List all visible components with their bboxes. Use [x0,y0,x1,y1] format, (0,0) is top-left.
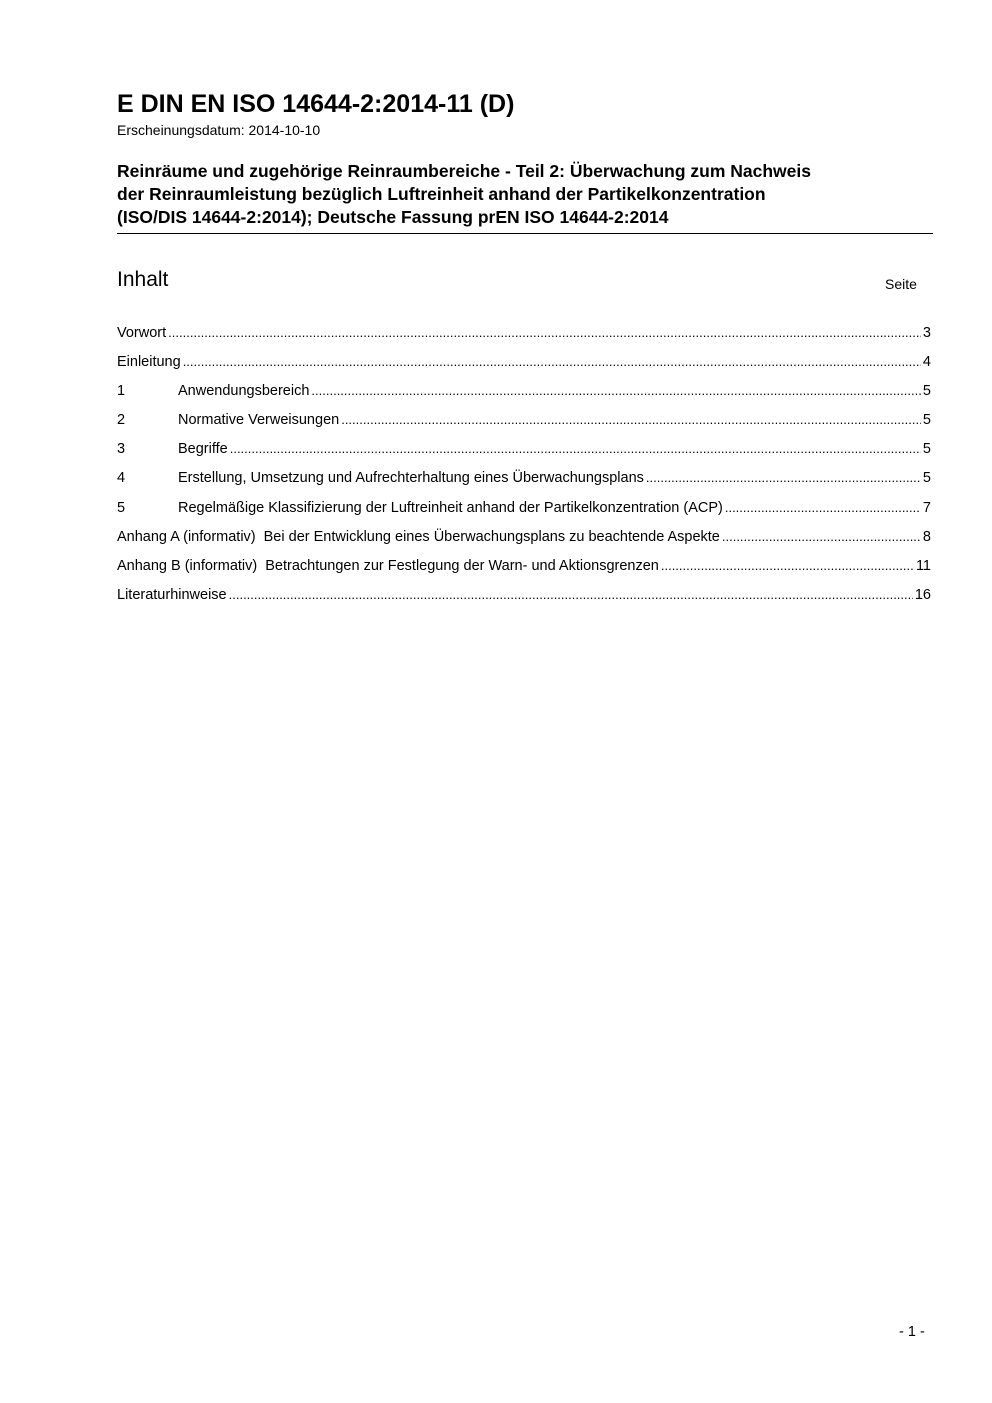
toc-entry-text: Erstellung, Umsetzung und Aufrechterhaltung eines Überwachungsplans [178,470,644,487]
title-line: der Reinraumleistung bezüglich Luftreinheit anhand der Partikelkonzentration [117,184,766,204]
toc-entry-2[interactable] [117,412,931,441]
toc-entry-text: Literaturhinweise [117,586,227,603]
toc-entry-einleitung[interactable] [117,354,931,383]
toc-leader-dots [341,412,921,427]
toc-entry-page: 5 [922,383,931,400]
page-number: - 1 - [899,1324,925,1340]
toc-leader-dots [183,354,921,369]
toc-entry-page: 5 [922,441,931,458]
toc-entry-annex-label: Anhang A (informativ) [117,528,256,545]
toc-entry-number: 4 [117,470,126,487]
toc-entry-number: 2 [117,412,126,429]
toc-leader-dots [311,383,921,398]
toc-leader-dots [661,558,914,573]
title-line: Reinräume und zugehörige Reinraumbereiche - Teil 2: Überwachung zum Nachweis [117,161,811,181]
toc-entry-page: 7 [922,499,931,516]
toc-leader-dots [646,470,921,485]
toc-entry-page: 8 [922,528,931,545]
toc-entry-text: Normative Verweisungen [178,412,340,429]
toc-entry-page: 5 [922,470,931,487]
table-of-contents [117,325,931,616]
document-id: E DIN EN ISO 14644-2:2014-11 (D) [117,90,515,118]
toc-entry-page: 5 [922,412,931,429]
toc-entry-3[interactable] [117,441,931,470]
toc-entry-1[interactable] [117,383,931,412]
toc-entry-page: 4 [922,354,931,371]
toc-entry-literaturhinweise[interactable] [117,587,931,616]
toc-entry-page: 11 [915,557,931,574]
toc-heading: Inhalt [117,268,169,291]
toc-leader-dots [168,325,921,340]
toc-entry-anhang-b[interactable] [117,558,931,587]
toc-entry-text: Begriffe [178,441,228,458]
toc-leader-dots [229,587,913,602]
toc-leader-dots [725,500,921,515]
toc-entry-text: Bei der Entwicklung eines Überwachungsplans zu beachtende Aspekte [263,528,720,545]
toc-entry-number: 5 [117,499,126,516]
toc-entry-page: 16 [914,586,931,603]
toc-entry-number: 3 [117,441,126,458]
toc-entry-annex-label: Anhang B (informativ) [117,557,258,574]
title-line: (ISO/DIS 14644-2:2014); Deutsche Fassung prEN ISO 14644-2:2014 [117,207,669,227]
toc-leader-dots [230,441,921,456]
toc-entry-text: Betrachtungen zur Festlegung der Warn- und Aktionsgrenzen [265,557,659,574]
toc-entry-4[interactable] [117,470,931,499]
toc-entry-text: Einleitung [117,354,181,371]
toc-entry-page: 3 [922,325,931,341]
toc-entry-text: Regelmäßige Klassifizierung der Luftreinheit anhand der Partikelkonzentration (ACP) [178,499,723,516]
toc-page-label: Seite [885,276,917,292]
toc-leader-dots [722,529,921,544]
toc-entry-text: Anwendungsbereich [178,383,310,400]
toc-entry-text: Vorwort [117,325,167,341]
toc-entry-vorwort[interactable] [117,325,931,354]
toc-entry-number: 1 [117,383,126,400]
toc-entry-anhang-a[interactable] [117,529,931,558]
toc-entry-5[interactable] [117,500,931,529]
publication-date: Erscheinungsdatum: 2014-10-10 [117,122,321,138]
document-title [117,160,933,234]
